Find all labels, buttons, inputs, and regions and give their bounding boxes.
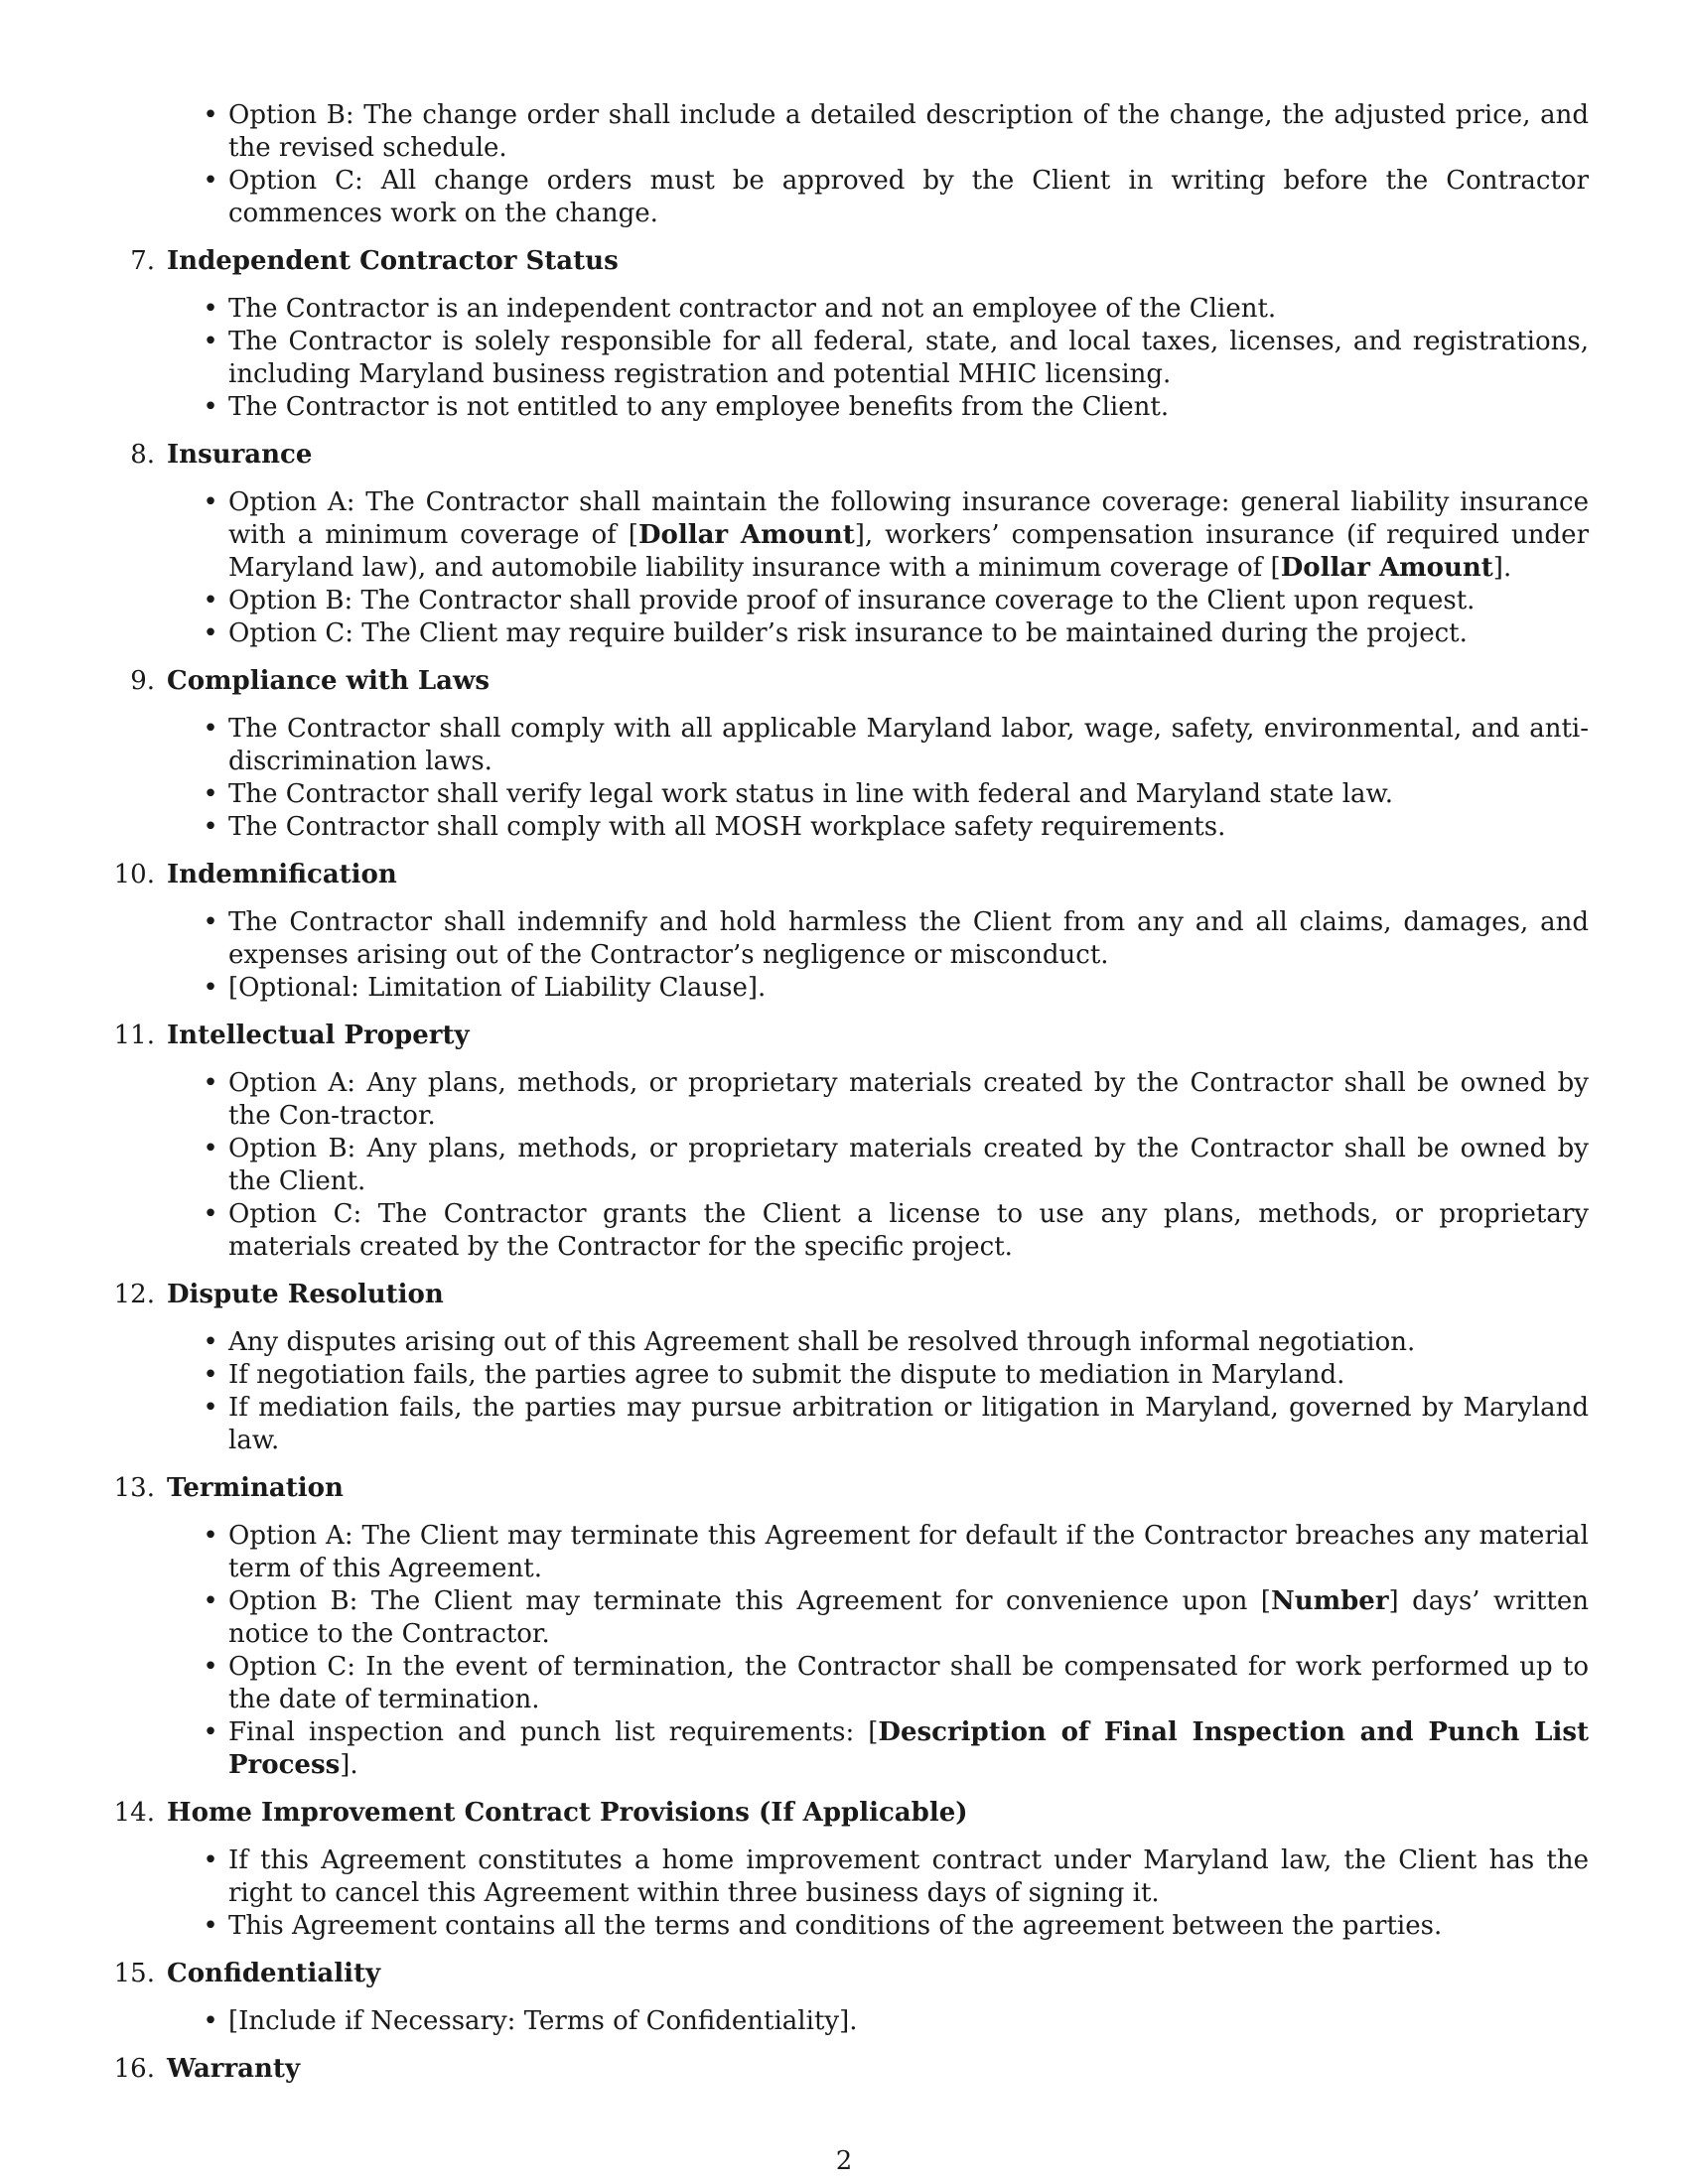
text-run: Option C: The Contractor grants the Client a license to use any plans, methods, or proprietary materials created by the Contractor for the specific project. xyxy=(228,1199,1589,1262)
carryover-bullet-list xyxy=(167,99,1589,230)
bullet-text xyxy=(228,586,1475,615)
text-run: The Contractor is an independent contractor and not an employee of the Client. xyxy=(228,294,1277,324)
bullet-item xyxy=(167,811,1589,844)
section-bullet-list xyxy=(167,1520,1589,1782)
bullet-icon: • xyxy=(203,1717,218,1747)
bullet-icon: • xyxy=(203,1134,218,1163)
bullet-text xyxy=(228,1652,1589,1714)
bullet-icon: • xyxy=(203,714,218,744)
section xyxy=(130,245,1589,424)
bullet-text xyxy=(228,1068,1589,1131)
text-run: ], workers’ compensation insurance (if required under Maryland law), and automobile liability insurance with a minimum coverage of [ xyxy=(228,520,1589,583)
section xyxy=(130,665,1589,844)
bullet-icon: • xyxy=(203,1845,218,1875)
bullet-item xyxy=(167,1133,1589,1198)
section xyxy=(113,859,1589,1005)
text-run: The Contractor is solely responsible for all federal, state, and local taxes, licenses, and registrations, including Maryland business registration and potential MHIC licensing. xyxy=(228,327,1589,389)
text-run: The Contractor is not entitled to any employee benefits from the Client. xyxy=(228,392,1170,422)
bullet-text xyxy=(228,1393,1589,1455)
section-number: 14. xyxy=(113,1798,155,1828)
text-run: Final inspection and punch list requirements: [ xyxy=(228,1717,879,1747)
bullet-icon: • xyxy=(203,1586,218,1616)
text-run: The Contractor shall comply with all applicable Maryland labor, wage, safety, environmental, and anti-discrimination laws. xyxy=(228,714,1589,776)
bullet-text xyxy=(228,1327,1415,1357)
placeholder-field: Dollar Amount xyxy=(1280,553,1493,583)
bullet-text xyxy=(228,487,1589,583)
section-heading xyxy=(113,2053,1589,2086)
section-number: 9. xyxy=(130,666,155,696)
bullet-text xyxy=(228,2006,857,2036)
section-title: Dispute Resolution xyxy=(167,1280,444,1309)
bullet-icon: • xyxy=(203,1393,218,1423)
bullet-icon: • xyxy=(203,1652,218,1682)
bullet-item xyxy=(167,1910,1589,1943)
section-bullet-list xyxy=(167,713,1589,844)
section xyxy=(113,1958,1589,2038)
bullet-icon: • xyxy=(203,779,218,809)
bullet-icon: • xyxy=(203,973,218,1003)
section-heading xyxy=(113,1958,1589,1990)
section xyxy=(113,1020,1589,1264)
section-heading xyxy=(113,1020,1589,1052)
text-run: This Agreement contains all the terms and conditions of the agreement between the parties. xyxy=(228,1911,1443,1941)
text-run: Option B: The change order shall include a detailed description of the change, the adjusted price, and the revised schedule. xyxy=(228,100,1589,163)
bullet-text xyxy=(228,779,1393,809)
text-run: ] days’ written notice to the Contractor. xyxy=(228,1586,1590,1649)
bullet-item xyxy=(167,1520,1589,1585)
section xyxy=(130,439,1589,650)
section-number: 8. xyxy=(130,440,155,470)
text-run: Option B: Any plans, methods, or proprietary materials created by the Contractor shall be owned by the Client. xyxy=(228,1134,1589,1196)
bullet-text xyxy=(228,1911,1442,1941)
section-heading xyxy=(113,1472,1589,1505)
bullet-item xyxy=(167,1716,1589,1782)
section-title: Termination xyxy=(167,1473,344,1503)
bullet-text xyxy=(228,100,1589,163)
bullet-text xyxy=(228,327,1589,389)
bullet-text xyxy=(228,812,1225,842)
section-title: Independent Contractor Status xyxy=(167,246,619,276)
text-run: If mediation fails, the parties may pursue arbitration or litigation in Maryland, governed by Maryland law. xyxy=(228,1393,1589,1455)
section-bullet-list xyxy=(167,293,1589,424)
section-heading xyxy=(130,439,1589,472)
bullet-item xyxy=(167,1844,1589,1910)
bullet-text xyxy=(228,1845,1589,1908)
bullet-item xyxy=(167,391,1589,424)
placeholder-field: Number xyxy=(1270,1586,1389,1616)
section-bullet-list xyxy=(167,906,1589,1005)
section-number: 10. xyxy=(113,860,155,889)
bullet-text xyxy=(228,1521,1589,1583)
section-title: Indemnification xyxy=(167,860,397,889)
section-bullet-list xyxy=(167,1326,1589,1457)
bullet-text xyxy=(228,714,1589,776)
section-number: 13. xyxy=(113,1473,155,1503)
section xyxy=(113,1279,1589,1457)
bullet-item xyxy=(167,2005,1589,2038)
text-run: Option C: All change orders must be approved by the Client in writing before the Contractor commences work on the change. xyxy=(228,166,1589,228)
bullet-icon: • xyxy=(203,1199,218,1229)
bullet-icon: • xyxy=(203,1360,218,1390)
bullet-icon: • xyxy=(203,294,218,324)
bullet-text xyxy=(228,166,1589,228)
text-run: [Include if Necessary: Terms of Confidentiality]. xyxy=(228,2006,858,2036)
section-title: Confidentiality xyxy=(167,1959,381,1988)
bullet-item xyxy=(167,972,1589,1005)
bullet-item xyxy=(167,1198,1589,1264)
section-title: Insurance xyxy=(167,440,313,470)
bullet-text xyxy=(228,907,1589,970)
text-run: Option A: The Contractor shall maintain the following insurance coverage: general liability insurance with a minimum coverage of [ xyxy=(228,487,1589,550)
bullet-icon: • xyxy=(203,1521,218,1551)
bullet-icon: • xyxy=(203,392,218,422)
bullet-text xyxy=(228,1199,1589,1262)
bullet-item xyxy=(167,1326,1589,1359)
section-heading xyxy=(130,665,1589,698)
text-run: ]. xyxy=(1492,553,1512,583)
section-title: Home Improvement Contract Provisions (If Applicable) xyxy=(167,1798,968,1828)
placeholder-field: Description of Final Inspection and Punch List Process xyxy=(228,1717,1589,1780)
bullet-icon: • xyxy=(203,618,218,648)
bullet-text xyxy=(228,392,1169,422)
section-heading xyxy=(113,1279,1589,1311)
text-run: The Contractor shall comply with all MOSH workplace safety requirements. xyxy=(228,812,1226,842)
bullet-item xyxy=(167,1585,1589,1651)
section-bullet-list xyxy=(167,1844,1589,1943)
bullet-icon: • xyxy=(203,812,218,842)
bullet-item xyxy=(167,1651,1589,1716)
bullet-item xyxy=(167,906,1589,972)
bullet-icon: • xyxy=(203,586,218,615)
bullet-icon: • xyxy=(203,327,218,356)
bullet-item xyxy=(167,1392,1589,1457)
page-number: 2 xyxy=(835,2146,853,2176)
text-run: The Contractor shall verify legal work status in line with federal and Maryland state law. xyxy=(228,779,1393,809)
section xyxy=(113,2053,1589,2086)
bullet-text xyxy=(228,1717,1589,1780)
bullet-item xyxy=(167,99,1589,165)
section-bullet-list xyxy=(167,1067,1589,1264)
bullet-text xyxy=(228,1360,1344,1390)
bullet-icon: • xyxy=(203,166,218,196)
bullet-item xyxy=(167,1067,1589,1133)
bullet-icon: • xyxy=(203,2006,218,2036)
section-list xyxy=(113,245,1590,2086)
bullet-icon: • xyxy=(203,487,218,517)
text-run: If this Agreement constitutes a home improvement contract under Maryland law, the Client has the right to cancel this Agreement within three business days of signing it. xyxy=(228,1845,1589,1908)
bullet-text xyxy=(228,1586,1589,1649)
bullet-text xyxy=(228,618,1468,648)
text-run: Option B: The Contractor shall provide proof of insurance coverage to the Client upon request. xyxy=(228,586,1476,615)
text-run: ]. xyxy=(340,1750,358,1780)
section-number: 11. xyxy=(113,1021,155,1050)
bullet-item xyxy=(167,1359,1589,1392)
bullet-item xyxy=(167,778,1589,811)
text-run: If negotiation fails, the parties agree to submit the dispute to mediation in Maryland. xyxy=(228,1360,1345,1390)
text-run: Any disputes arising out of this Agreement shall be resolved through informal negotiation. xyxy=(228,1327,1416,1357)
bullet-item xyxy=(167,293,1589,326)
text-run: Option B: The Client may terminate this Agreement for convenience upon [ xyxy=(228,1586,1271,1616)
bullet-item xyxy=(167,713,1589,778)
text-run: [Optional: Limitation of Liability Clause]. xyxy=(228,973,767,1003)
text-run: Option C: The Client may require builder’s risk insurance to be maintained during the project. xyxy=(228,618,1468,648)
section-heading xyxy=(113,1797,1589,1830)
bullet-text xyxy=(228,1134,1589,1196)
section-number: 15. xyxy=(113,1959,155,1988)
bullet-item xyxy=(167,326,1589,391)
section-title: Intellectual Property xyxy=(167,1021,470,1050)
document-body xyxy=(113,99,1590,2101)
bullet-icon: • xyxy=(203,1327,218,1357)
text-run: Option A: Any plans, methods, or proprietary materials created by the Contractor shall be owned by the Con-tractor. xyxy=(228,1068,1589,1131)
section-title: Compliance with Laws xyxy=(167,666,491,696)
text-run: Option A: The Client may terminate this Agreement for default if the Contractor breaches any material term of this Agreement. xyxy=(228,1521,1589,1583)
section-heading xyxy=(130,245,1589,278)
bullet-text xyxy=(228,294,1276,324)
section-number: 16. xyxy=(113,2054,155,2084)
bullet-icon: • xyxy=(203,907,218,937)
text-run: The Contractor shall indemnify and hold harmless the Client from any and all claims, damages, and expenses arising out of the Contractor’s negligence or misconduct. xyxy=(228,907,1589,970)
bullet-item xyxy=(167,165,1589,230)
section-bullet-list xyxy=(167,2005,1589,2038)
section-heading xyxy=(113,859,1589,891)
text-run: Option C: In the event of termination, the Contractor shall be compensated for work performed up to the date of termination. xyxy=(228,1652,1589,1714)
bullet-text xyxy=(228,973,766,1003)
bullet-icon: • xyxy=(203,100,218,130)
bullet-item xyxy=(167,486,1589,585)
bullet-icon: • xyxy=(203,1068,218,1098)
section-title: Warranty xyxy=(167,2054,301,2084)
section xyxy=(113,1472,1590,1782)
section-number: 7. xyxy=(130,246,155,276)
section-bullet-list xyxy=(167,486,1589,650)
section xyxy=(113,1797,1589,1943)
bullet-item xyxy=(167,585,1589,617)
bullet-icon: • xyxy=(203,1911,218,1941)
section-number: 12. xyxy=(113,1280,155,1309)
placeholder-field: Dollar Amount xyxy=(637,520,855,550)
bullet-item xyxy=(167,617,1589,650)
